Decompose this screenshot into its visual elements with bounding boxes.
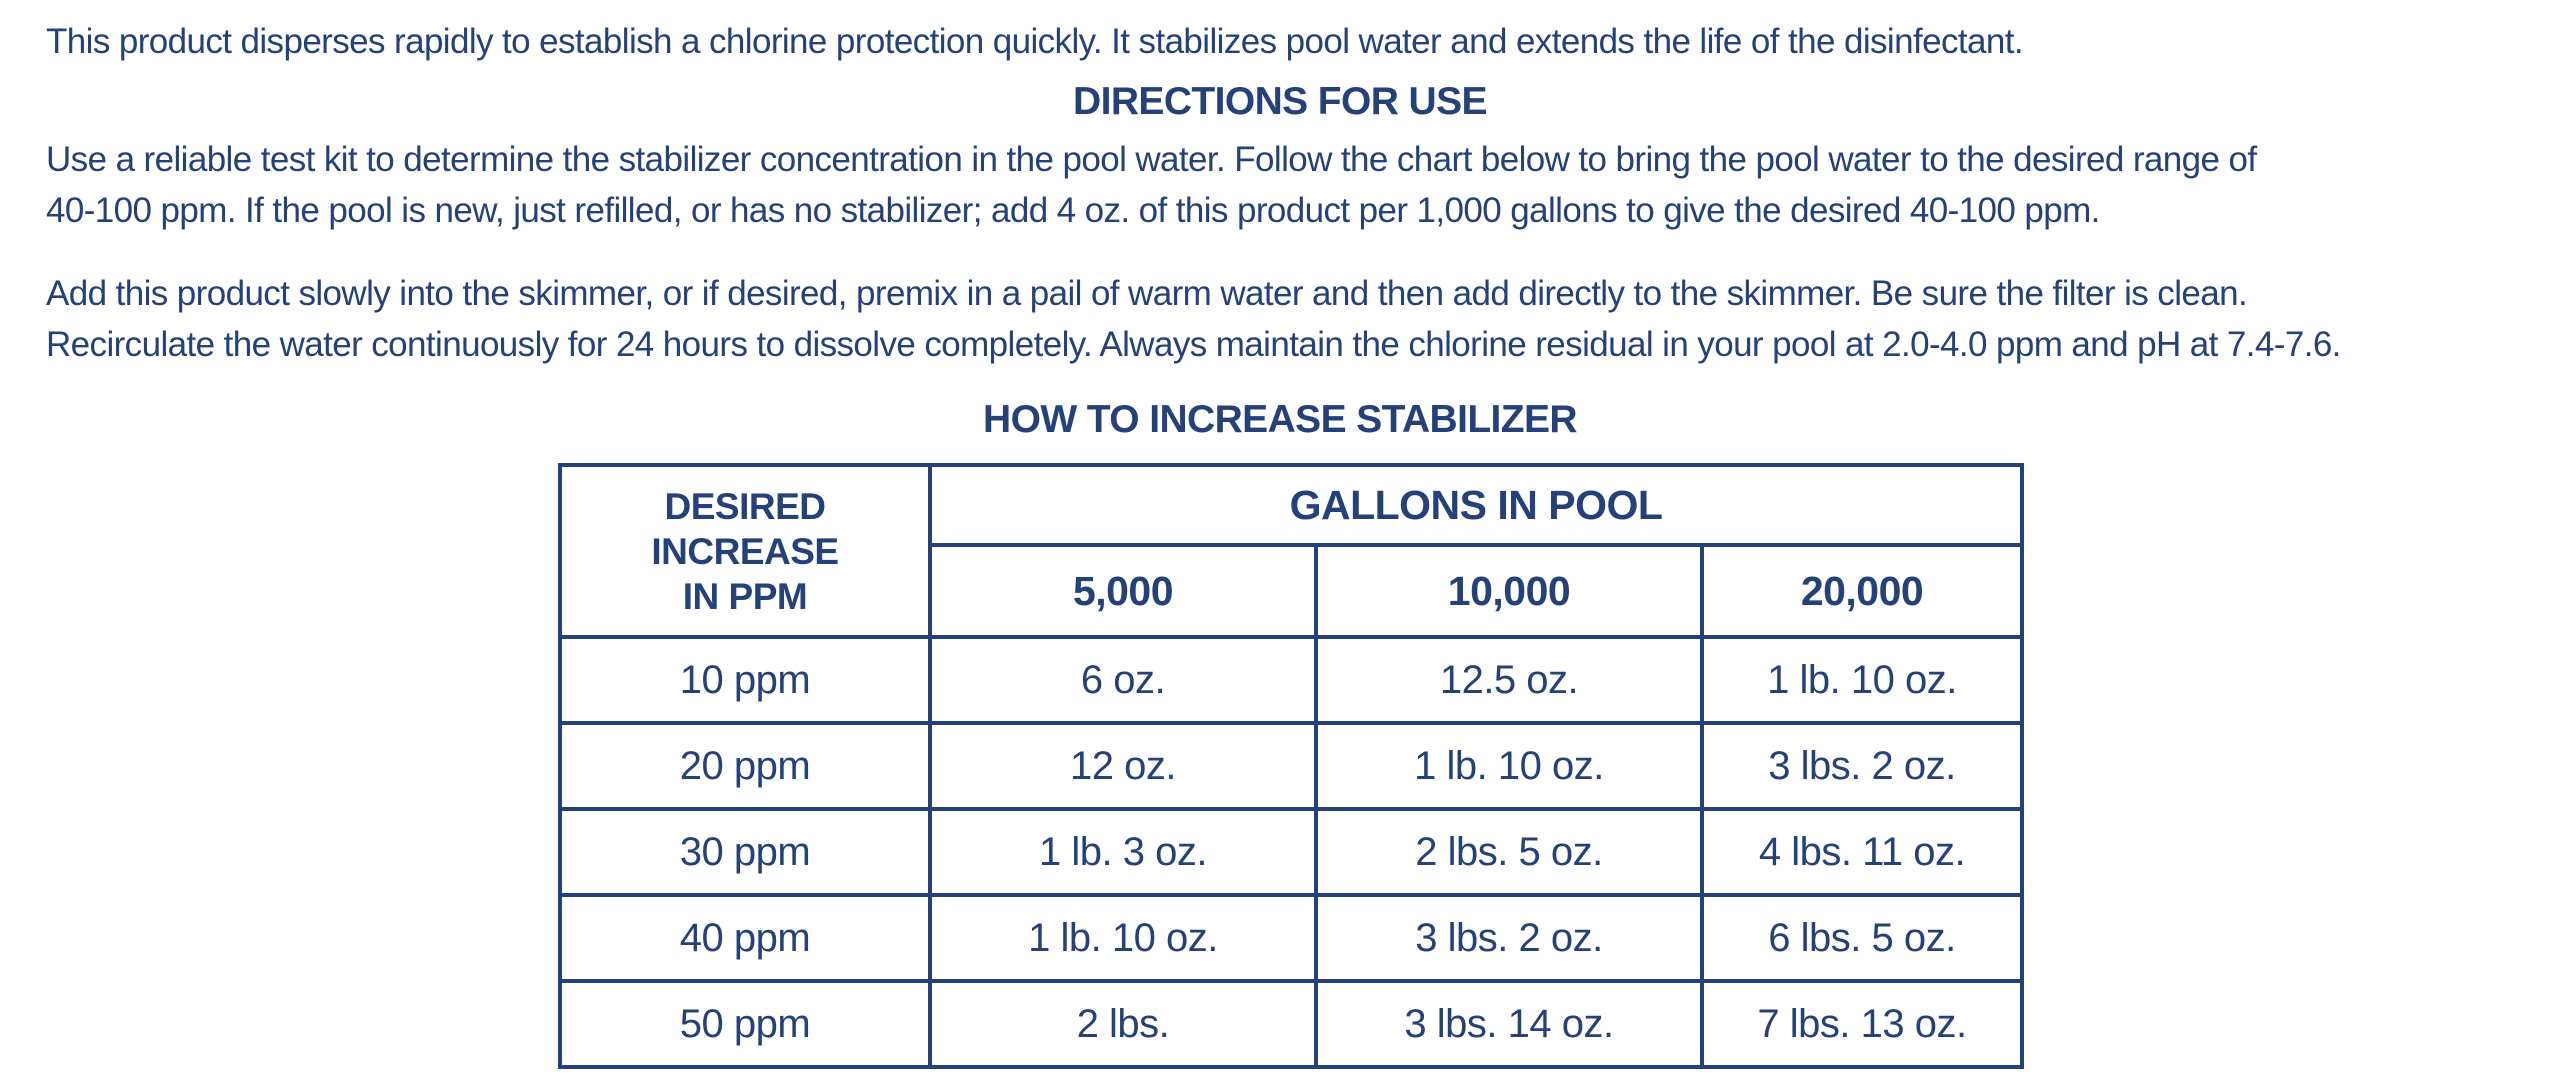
value-cell: 12.5 oz. (1316, 637, 1702, 723)
value-cell: 4 lbs. 11 oz. (1702, 809, 2022, 895)
value-cell: 2 lbs. 5 oz. (1316, 809, 1702, 895)
gallons-group-header: GALLONS IN POOL (930, 465, 2022, 545)
directions-paragraph-1-line-2: 40-100 ppm. If the pool is new, just refilled, or has no stabilizer; add 4 oz. of this product per 1,000 gallons to give the desired 40-100 ppm. (46, 191, 2100, 230)
table-row (560, 895, 2022, 981)
directions-paragraph-2-line-2: Recirculate the water continuously for 24 hours to dissolve completely. Always maintain the chlorine residual in your pool at 2.0-4.0 ppm and pH at 7.4-7.6. (46, 325, 2341, 364)
ppm-cell: 10 ppm (560, 637, 930, 723)
intro-text: This product disperses rapidly to establish a chlorine protection quickly. It stabilizes pool water and extends the life of the disinfectant. (46, 22, 2023, 61)
value-cell: 3 lbs. 14 oz. (1316, 981, 1702, 1067)
table-row (560, 723, 2022, 809)
value-cell: 1 lb. 10 oz. (930, 895, 1316, 981)
row-header-line: DESIRED (664, 485, 826, 527)
column-header-5000: 5,000 (930, 545, 1316, 637)
directions-paragraph-1-line-1: Use a reliable test kit to determine the stabilizer concentration in the pool water. Follow the chart below to bring the pool water to the desired range of (46, 140, 2257, 179)
value-cell: 1 lb. 10 oz. (1316, 723, 1702, 809)
table-header-row (560, 465, 2022, 545)
ppm-cell: 40 ppm (560, 895, 930, 981)
table-row (560, 809, 2022, 895)
value-cell: 12 oz. (930, 723, 1316, 809)
row-header-line: INCREASE (651, 530, 839, 572)
ppm-cell: 20 ppm (560, 723, 930, 809)
value-cell: 6 lbs. 5 oz. (1702, 895, 2022, 981)
table-row (560, 981, 2022, 1067)
value-cell: 1 lb. 3 oz. (930, 809, 1316, 895)
value-cell: 2 lbs. (930, 981, 1316, 1067)
value-cell: 7 lbs. 13 oz. (1702, 981, 2022, 1067)
column-header-10000: 10,000 (1316, 545, 1702, 637)
ppm-cell: 50 ppm (560, 981, 930, 1067)
directions-paragraph-2-line-1: Add this product slowly into the skimmer, or if desired, premix in a pail of warm water and then add directly to the skimmer. Be sure the filter is clean. (46, 274, 2248, 313)
column-header-20000: 20,000 (1702, 545, 2022, 637)
row-header-line: IN PPM (682, 575, 808, 617)
table-row (560, 637, 2022, 723)
ppm-cell: 30 ppm (560, 809, 930, 895)
table-title: HOW TO INCREASE STABILIZER (983, 398, 1577, 441)
value-cell: 6 oz. (930, 637, 1316, 723)
value-cell: 3 lbs. 2 oz. (1316, 895, 1702, 981)
value-cell: 3 lbs. 2 oz. (1702, 723, 2022, 809)
stabilizer-table (558, 463, 2024, 1069)
row-header-cell (560, 465, 930, 637)
value-cell: 1 lb. 10 oz. (1702, 637, 2022, 723)
directions-heading: DIRECTIONS FOR USE (1073, 80, 1487, 123)
